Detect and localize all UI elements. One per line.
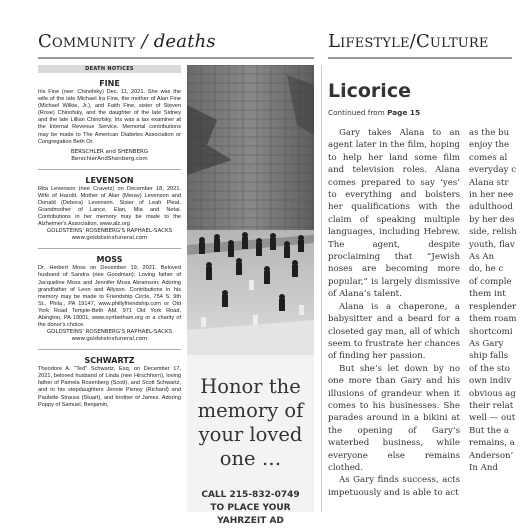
- continued-prefix: Continued from: [328, 108, 388, 117]
- continued-page-link[interactable]: Page 15: [387, 108, 421, 117]
- story-column-2-line: comes al: [469, 152, 508, 163]
- story-column-2-line: everyday c: [469, 165, 517, 176]
- obituary-separator: [38, 248, 181, 249]
- story-column-2-line: of comple: [469, 276, 512, 287]
- death-notices-column: [38, 65, 181, 409]
- yahrzeit-ad[interactable]: [187, 355, 314, 526]
- story-column-2-line: as the bu: [469, 128, 510, 138]
- story-column-2-line: obvious ag: [469, 388, 516, 399]
- story-column-2-line: ship falls: [469, 351, 509, 362]
- story-column-2-line: As Gary: [469, 338, 504, 349]
- story-column-2-line: Anderson’: [469, 450, 514, 461]
- funeral-home: BERSCHLER and SHENBERG: [70, 148, 149, 155]
- story-paragraph: As Gary finds success, acts impetuously and is able to act: [328, 475, 460, 498]
- obituary-levenson: [38, 176, 181, 243]
- story-column-2-line: remains, a: [469, 438, 515, 449]
- obituary-schwartz: [38, 356, 181, 409]
- obituary-body: Rita Levenson (nee Cravetz) on December 18, 2021. Wife of Harold. Mother of Alan (Merav) Levenson and Donald (Debora) Levenson. Sister of Leah Pleat. Grandmother of Lance, Elan, Mia and Netai. Contributions in her memory may be made to the Alzheimer's Association, www.alz.org: [38, 185, 181, 228]
- lifestyle-section-header: Lifestyle/Culture: [328, 31, 489, 52]
- obituary-separator: [38, 349, 181, 350]
- story-column-2: [469, 127, 529, 512]
- story-column-2-line: of the sto: [469, 363, 510, 374]
- story-column-1: [328, 127, 460, 512]
- community-header-rule: [38, 57, 314, 59]
- community-header-sep: /: [135, 31, 154, 52]
- community-section-header: [38, 31, 216, 52]
- community-header-main: Community: [38, 31, 136, 52]
- obituary-body: Iris Fine (nee: Chinofsky) Dec. 11, 2021. She was the wife of the late Michael Ira Fine, the mother of Alan Fine (Michael Wilkie, Jr.), and Faith Fine, sister of Steven (Rose) Chinofsky, and the daughter of the late Sidney and the late Lillian Chinofsky. Iris was a tax examiner at the Internal Revenue Service. Memorial contributions may be made to The American Diabetes Association or Congregation Beth Or.: [38, 89, 181, 145]
- story-column-2-line: enjoy the: [469, 140, 510, 151]
- story-column-2-line: shortcomi: [469, 326, 513, 337]
- obituary-name: MOSS: [96, 255, 123, 265]
- obituary-moss: [38, 255, 181, 343]
- story-column-2-line: Alana str: [469, 177, 509, 188]
- ad-cta: TO PLACE YOUR YAHRZEIT AD: [210, 503, 291, 526]
- column-divider: [321, 65, 322, 512]
- obituary-fine: [38, 79, 181, 163]
- ad-call-line: [187, 489, 314, 528]
- story-column-2-line: their relat: [469, 400, 514, 411]
- story-column-2-line: But the a: [469, 425, 509, 436]
- funeral-home: GOLDSTEINS' ROSENBERG'S RAPHAEL-SACKS: [46, 329, 173, 336]
- funeral-home-website[interactable]: www.goldsteinsfuneral.com: [71, 336, 148, 343]
- story-column-2-line: well — out: [469, 413, 516, 424]
- story-column-2-line: As An: [469, 252, 495, 263]
- obituary-body: Dr. Herbert Moss on December 19, 2021. Beloved husband of Sandra (nee Goodman); Loving father of Jacqueline Moss and Jennifer Moss Abramson; Adoring grandfather of Leon and Allyson. Contributions in his memory may be made to Friendship Circle, 754 S. 9th St., Phila., PA 19147, www.phillyfriendship.com or Old York Road Temple-Beth AM, 971 Old York Road, Abington, PA 19001, www.oyrtbetham.org or a charity of the donor's choice.: [38, 265, 181, 329]
- community-header-sub: deaths: [153, 31, 216, 52]
- story-column-2-line: resplender: [469, 301, 517, 312]
- ad-phone[interactable]: CALL 215-832-0749: [201, 490, 300, 500]
- funeral-home-website[interactable]: BerschlerAndShenberg.com: [71, 155, 148, 162]
- story-paragraph: Alana is a chaperone, a babysitter and a beard for a closeted gay man, all of which seem to frustrate her chances of finding her passion.: [328, 301, 460, 362]
- story-column-2-line: youth, flav: [469, 239, 515, 250]
- lifestyle-header-rule: [328, 57, 512, 59]
- death-notices-label: DEATH NOTICES: [38, 65, 181, 73]
- story-column-2-line: adulthood: [469, 202, 513, 213]
- story-continued-line: [328, 108, 420, 117]
- story-column-2-line: in her nee: [469, 190, 514, 201]
- story-title: Licorice: [328, 80, 411, 102]
- obituary-name: SCHWARTZ: [84, 356, 135, 366]
- obituary-name: LEVENSON: [85, 175, 134, 185]
- story-column-2-line: them int: [469, 289, 506, 300]
- ad-message: Honor the memory of your loved one …: [197, 375, 304, 470]
- funeral-home: GOLDSTEINS' ROSENBERG'S RAPHAEL-SACKS: [46, 228, 173, 235]
- funeral-home-website[interactable]: www.goldsteinsfuneral.com: [71, 235, 148, 242]
- western-wall-photo: [187, 65, 314, 355]
- story-column-2-line: In And: [469, 462, 498, 473]
- obituary-separator: [38, 169, 181, 170]
- story-column-2-line: own indiv: [469, 376, 512, 387]
- obituary-name: FINE: [99, 79, 120, 88]
- story-column-2-line: them roam: [469, 314, 517, 325]
- story-column-2-line: side, relish: [469, 227, 517, 238]
- story-paragraph: Gary takes Alana to an agent later in the film, hoping to help her land some film and television roles. Alana comes prepared to say ‘yes’ to everything and bolsters her qualifications with the claim of speaking multiple languages, including Hebrew. The agent, despite proclaiming that “Jewish noses are becoming more popular,” is largely dismissive of Alana’s talent.: [328, 128, 460, 300]
- story-column-2-line: do, he c: [469, 264, 504, 275]
- story-column-2-line: by her des: [469, 214, 515, 225]
- story-paragraph: But she’s let down by no one more than Gary and his illusions of grandeur when it comes to his businesses. She parades around in a bikini at the opening of Gary’s waterbed business, while everyone else remains clothed.: [328, 363, 460, 473]
- obituary-body: Theodore A. "Ted" Schwartz, Esq. on December 17, 2021, beloved husband of Linda (nee Hirschhorn), loving father of Pamela Rosenberg (Scott), and Scott Schwartz, and to his stepdaughters Jennie Pisnoy (Richard) and Paulette Strauss (Stuart), and brother of James. Adoring Poppy of Samuel, Benjamin,: [38, 366, 181, 408]
